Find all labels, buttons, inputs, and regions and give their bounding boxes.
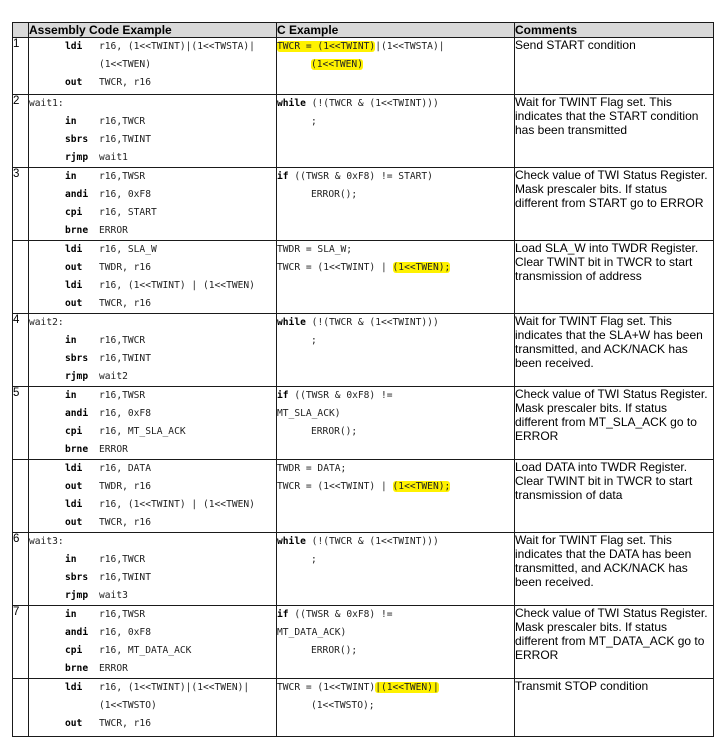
c-code-text: TWCR = (1<<TWINT) bbox=[277, 682, 376, 693]
c-code-text: MT_DATA_ACK) bbox=[277, 627, 347, 638]
table-row bbox=[13, 241, 714, 314]
table-header-row bbox=[13, 23, 714, 38]
asm-operands: wait1 bbox=[99, 152, 128, 163]
asm-code bbox=[29, 168, 277, 241]
asm-operands: r16,TWSR bbox=[99, 171, 146, 182]
asm-line bbox=[29, 186, 276, 204]
c-code-text: ERROR(); bbox=[311, 645, 358, 656]
highlighted-code: (1<<TWEN) bbox=[311, 59, 363, 70]
row-number: 6 bbox=[13, 533, 29, 606]
highlighted-code: (1<<TWEN); bbox=[392, 262, 451, 273]
row-number: 7 bbox=[13, 606, 29, 679]
asm-operands: TWCR, r16 bbox=[99, 77, 151, 88]
c-code bbox=[277, 241, 515, 314]
comment: Load SLA_W into TWDR Register. Clear TWINT bit in TWCR to start transmission of address bbox=[515, 241, 714, 314]
asm-line bbox=[29, 642, 276, 660]
c-keyword: while bbox=[277, 98, 306, 109]
asm-operands: r16, DATA bbox=[99, 463, 151, 474]
asm-line bbox=[29, 660, 276, 678]
asm-operands: TWDR, r16 bbox=[99, 481, 151, 492]
c-line bbox=[277, 460, 514, 478]
header-c: C Example bbox=[277, 23, 515, 38]
c-code-text: (!(TWCR & (1<<TWINT))) bbox=[305, 317, 439, 328]
asm-line bbox=[29, 587, 276, 605]
asm-operands: wait3 bbox=[99, 590, 128, 601]
c-code bbox=[277, 460, 515, 533]
c-keyword: while bbox=[277, 317, 306, 328]
c-keyword: if bbox=[277, 171, 289, 182]
asm-mnemonic: brne bbox=[65, 444, 89, 455]
asm-mnemonic: cpi bbox=[65, 426, 83, 437]
asm-operands: r16,TWSR bbox=[99, 609, 146, 620]
asm-mnemonic: brne bbox=[65, 663, 89, 674]
asm-mnemonic: andi bbox=[65, 408, 89, 419]
table-row bbox=[13, 679, 714, 737]
asm-line bbox=[29, 514, 276, 532]
comment: Load DATA into TWDR Register. Clear TWINT bit in TWCR to start transmission of data bbox=[515, 460, 714, 533]
table-row bbox=[13, 387, 714, 460]
comment: Transmit STOP condition bbox=[515, 679, 714, 737]
twi-code-table bbox=[12, 22, 714, 737]
c-line bbox=[277, 186, 514, 204]
asm-operands: r16, (1<<TWINT) | (1<<TWEN) bbox=[99, 280, 255, 291]
c-line bbox=[277, 679, 514, 697]
c-code-text: ((TWSR & 0xF8) != bbox=[288, 609, 393, 620]
asm-mnemonic: in bbox=[65, 335, 77, 346]
asm-line bbox=[29, 423, 276, 441]
row-number: 1 bbox=[13, 38, 29, 95]
asm-operands: r16, START bbox=[99, 207, 157, 218]
asm-line bbox=[29, 222, 276, 240]
asm-mnemonic: rjmp bbox=[65, 152, 89, 163]
highlighted-code: |(1<<TWEN)| bbox=[375, 682, 439, 693]
asm-mnemonic: out bbox=[65, 298, 83, 309]
asm-line bbox=[29, 697, 276, 715]
asm-line bbox=[29, 679, 276, 697]
asm-line bbox=[29, 715, 276, 733]
asm-mnemonic: ldi bbox=[65, 280, 83, 291]
row-number: 2 bbox=[13, 95, 29, 168]
c-code-text: ; bbox=[311, 116, 317, 127]
c-line bbox=[277, 551, 514, 569]
asm-mnemonic: out bbox=[65, 77, 83, 88]
comment: Send START condition bbox=[515, 38, 714, 95]
row-number bbox=[13, 679, 29, 737]
asm-code bbox=[29, 95, 277, 168]
asm-mnemonic: rjmp bbox=[65, 590, 89, 601]
asm-mnemonic: ldi bbox=[65, 41, 83, 52]
c-line bbox=[277, 642, 514, 660]
c-keyword: if bbox=[277, 609, 289, 620]
asm-line bbox=[29, 74, 276, 92]
asm-mnemonic: out bbox=[65, 481, 83, 492]
c-code-text: ((TWSR & 0xF8) != bbox=[288, 390, 393, 401]
asm-mnemonic: rjmp bbox=[65, 371, 89, 382]
asm-line bbox=[29, 569, 276, 587]
c-code-text: ERROR(); bbox=[311, 189, 358, 200]
asm-mnemonic: brne bbox=[65, 225, 89, 236]
asm-line bbox=[29, 332, 276, 350]
c-keyword: while bbox=[277, 536, 306, 547]
table-row bbox=[13, 95, 714, 168]
c-code-text: ERROR(); bbox=[311, 426, 358, 437]
asm-operands: r16,TWCR bbox=[99, 116, 146, 127]
c-code-text: TWCR = (1<<TWINT) | bbox=[277, 262, 393, 273]
c-code bbox=[277, 314, 515, 387]
asm-mnemonic: out bbox=[65, 262, 83, 273]
asm-line bbox=[29, 405, 276, 423]
table-row bbox=[13, 533, 714, 606]
c-code-text: |(1<<TWSTA)| bbox=[375, 41, 445, 52]
asm-mnemonic: in bbox=[65, 390, 77, 401]
c-code-text: (!(TWCR & (1<<TWINT))) bbox=[305, 536, 439, 547]
asm-code bbox=[29, 533, 277, 606]
highlighted-code: (1<<TWEN); bbox=[392, 481, 451, 492]
asm-mnemonic: out bbox=[65, 718, 83, 729]
asm-operands: TWCR, r16 bbox=[99, 298, 151, 309]
c-code bbox=[277, 95, 515, 168]
header-comments: Comments bbox=[515, 23, 714, 38]
asm-line bbox=[29, 606, 276, 624]
asm-operands: r16, 0xF8 bbox=[99, 408, 151, 419]
c-line bbox=[277, 38, 514, 56]
c-line bbox=[277, 533, 514, 551]
row-number bbox=[13, 460, 29, 533]
c-line bbox=[277, 478, 514, 496]
c-line bbox=[277, 259, 514, 277]
c-code-text: (1<<TWSTO); bbox=[311, 700, 375, 711]
asm-operands: r16, MT_DATA_ACK bbox=[99, 645, 192, 656]
row-number bbox=[13, 241, 29, 314]
c-keyword: if bbox=[277, 390, 289, 401]
c-code bbox=[277, 533, 515, 606]
asm-label: wait1: bbox=[29, 98, 64, 109]
c-line bbox=[277, 624, 514, 642]
c-code bbox=[277, 38, 515, 95]
asm-mnemonic: in bbox=[65, 116, 77, 127]
table-row bbox=[13, 606, 714, 679]
c-line bbox=[277, 241, 514, 259]
asm-line bbox=[29, 113, 276, 131]
c-code-text: (!(TWCR & (1<<TWINT))) bbox=[305, 98, 439, 109]
asm-line bbox=[29, 168, 276, 186]
table-row bbox=[13, 314, 714, 387]
c-line bbox=[277, 697, 514, 715]
asm-line bbox=[29, 314, 276, 332]
c-line bbox=[277, 405, 514, 423]
asm-operands: TWCR, r16 bbox=[99, 517, 151, 528]
asm-operands: TWCR, r16 bbox=[99, 718, 151, 729]
comment: Wait for TWINT Flag set. This indicates that the START condition has been transmitted bbox=[515, 95, 714, 168]
asm-operands: r16,TWINT bbox=[99, 353, 151, 364]
asm-line bbox=[29, 56, 276, 74]
row-number: 4 bbox=[13, 314, 29, 387]
asm-operands: r16, SLA_W bbox=[99, 244, 157, 255]
c-line bbox=[277, 423, 514, 441]
asm-line bbox=[29, 551, 276, 569]
asm-mnemonic: andi bbox=[65, 627, 89, 638]
c-code-text: ((TWSR & 0xF8) != START) bbox=[288, 171, 433, 182]
c-code bbox=[277, 168, 515, 241]
asm-operands: r16, MT_SLA_ACK bbox=[99, 426, 186, 437]
asm-code bbox=[29, 314, 277, 387]
asm-mnemonic: ldi bbox=[65, 682, 83, 693]
comment: Check value of TWI Status Register. Mask prescaler bits. If status different from START go to ERROR bbox=[515, 168, 714, 241]
asm-line bbox=[29, 533, 276, 551]
asm-line bbox=[29, 624, 276, 642]
c-line bbox=[277, 95, 514, 113]
asm-code bbox=[29, 38, 277, 95]
asm-line bbox=[29, 149, 276, 167]
c-line bbox=[277, 113, 514, 131]
comment: Check value of TWI Status Register. Mask prescaler bits. If status different from MT_DATA_ACK go to ERROR bbox=[515, 606, 714, 679]
comment: Wait for TWINT Flag set. This indicates that the SLA+W has been transmitted, and ACK/NACK has been received. bbox=[515, 314, 714, 387]
asm-mnemonic: sbrs bbox=[65, 353, 89, 364]
asm-line bbox=[29, 241, 276, 259]
asm-operands: ERROR bbox=[99, 444, 128, 455]
asm-operands: TWDR, r16 bbox=[99, 262, 151, 273]
asm-label: wait3: bbox=[29, 536, 64, 547]
asm-mnemonic: sbrs bbox=[65, 572, 89, 583]
c-line bbox=[277, 332, 514, 350]
asm-operands: r16,TWINT bbox=[99, 572, 151, 583]
asm-mnemonic: ldi bbox=[65, 244, 83, 255]
c-code-text: ; bbox=[311, 335, 317, 346]
asm-operands: r16,TWINT bbox=[99, 134, 151, 145]
asm-mnemonic: andi bbox=[65, 189, 89, 200]
asm-operands: r16, (1<<TWINT) | (1<<TWEN) bbox=[99, 499, 255, 510]
asm-line bbox=[29, 478, 276, 496]
c-code-text: TWCR = (1<<TWINT) | bbox=[277, 481, 393, 492]
asm-operands: (1<<TWSTO) bbox=[99, 700, 157, 711]
asm-line bbox=[29, 204, 276, 222]
asm-mnemonic: ldi bbox=[65, 463, 83, 474]
c-code-text: TWDR = SLA_W; bbox=[277, 244, 353, 255]
asm-mnemonic: ldi bbox=[65, 499, 83, 510]
table-row bbox=[13, 460, 714, 533]
asm-operands: r16, (1<<TWINT)|(1<<TWSTA)| bbox=[99, 41, 255, 52]
asm-line bbox=[29, 38, 276, 56]
asm-line bbox=[29, 350, 276, 368]
asm-line bbox=[29, 259, 276, 277]
asm-operands: r16, 0xF8 bbox=[99, 189, 151, 200]
c-code bbox=[277, 606, 515, 679]
asm-line bbox=[29, 387, 276, 405]
asm-mnemonic: in bbox=[65, 171, 77, 182]
c-code-text: TWDR = DATA; bbox=[277, 463, 347, 474]
row-number: 3 bbox=[13, 168, 29, 241]
c-code bbox=[277, 679, 515, 737]
asm-line bbox=[29, 95, 276, 113]
highlighted-code: TWCR = (1<<TWINT) bbox=[277, 41, 376, 52]
c-line bbox=[277, 606, 514, 624]
table-row bbox=[13, 38, 714, 95]
comment: Wait for TWINT Flag set. This indicates that the DATA has been transmitted, and ACK/NACK has been received. bbox=[515, 533, 714, 606]
header-asm: Assembly Code Example bbox=[29, 23, 277, 38]
c-code bbox=[277, 387, 515, 460]
asm-operands: ERROR bbox=[99, 663, 128, 674]
asm-mnemonic: cpi bbox=[65, 207, 83, 218]
table-row bbox=[13, 168, 714, 241]
asm-code bbox=[29, 387, 277, 460]
asm-line bbox=[29, 460, 276, 478]
asm-mnemonic: cpi bbox=[65, 645, 83, 656]
asm-mnemonic: out bbox=[65, 517, 83, 528]
asm-code bbox=[29, 460, 277, 533]
asm-operands: r16,TWCR bbox=[99, 554, 146, 565]
c-code-text: MT_SLA_ACK) bbox=[277, 408, 341, 419]
c-line bbox=[277, 314, 514, 332]
asm-line bbox=[29, 295, 276, 313]
asm-line bbox=[29, 441, 276, 459]
header-blank bbox=[13, 23, 29, 38]
asm-line bbox=[29, 368, 276, 386]
asm-operands: ERROR bbox=[99, 225, 128, 236]
asm-operands: r16,TWSR bbox=[99, 390, 146, 401]
asm-mnemonic: in bbox=[65, 554, 77, 565]
c-line bbox=[277, 56, 514, 74]
asm-mnemonic: sbrs bbox=[65, 134, 89, 145]
asm-operands: r16, 0xF8 bbox=[99, 627, 151, 638]
c-code-text: ; bbox=[311, 554, 317, 565]
asm-operands: r16, (1<<TWINT)|(1<<TWEN)| bbox=[99, 682, 250, 693]
document-page bbox=[12, 22, 713, 737]
asm-code bbox=[29, 241, 277, 314]
asm-mnemonic: in bbox=[65, 609, 77, 620]
asm-code bbox=[29, 606, 277, 679]
asm-code bbox=[29, 679, 277, 737]
row-number: 5 bbox=[13, 387, 29, 460]
asm-operands: (1<<TWEN) bbox=[99, 59, 151, 70]
asm-operands: wait2 bbox=[99, 371, 128, 382]
asm-operands: r16,TWCR bbox=[99, 335, 146, 346]
c-line bbox=[277, 387, 514, 405]
asm-line bbox=[29, 277, 276, 295]
asm-label: wait2: bbox=[29, 317, 64, 328]
asm-line bbox=[29, 131, 276, 149]
asm-line bbox=[29, 496, 276, 514]
comment: Check value of TWI Status Register. Mask prescaler bits. If status different from MT_SLA_ACK go to ERROR bbox=[515, 387, 714, 460]
c-line bbox=[277, 168, 514, 186]
